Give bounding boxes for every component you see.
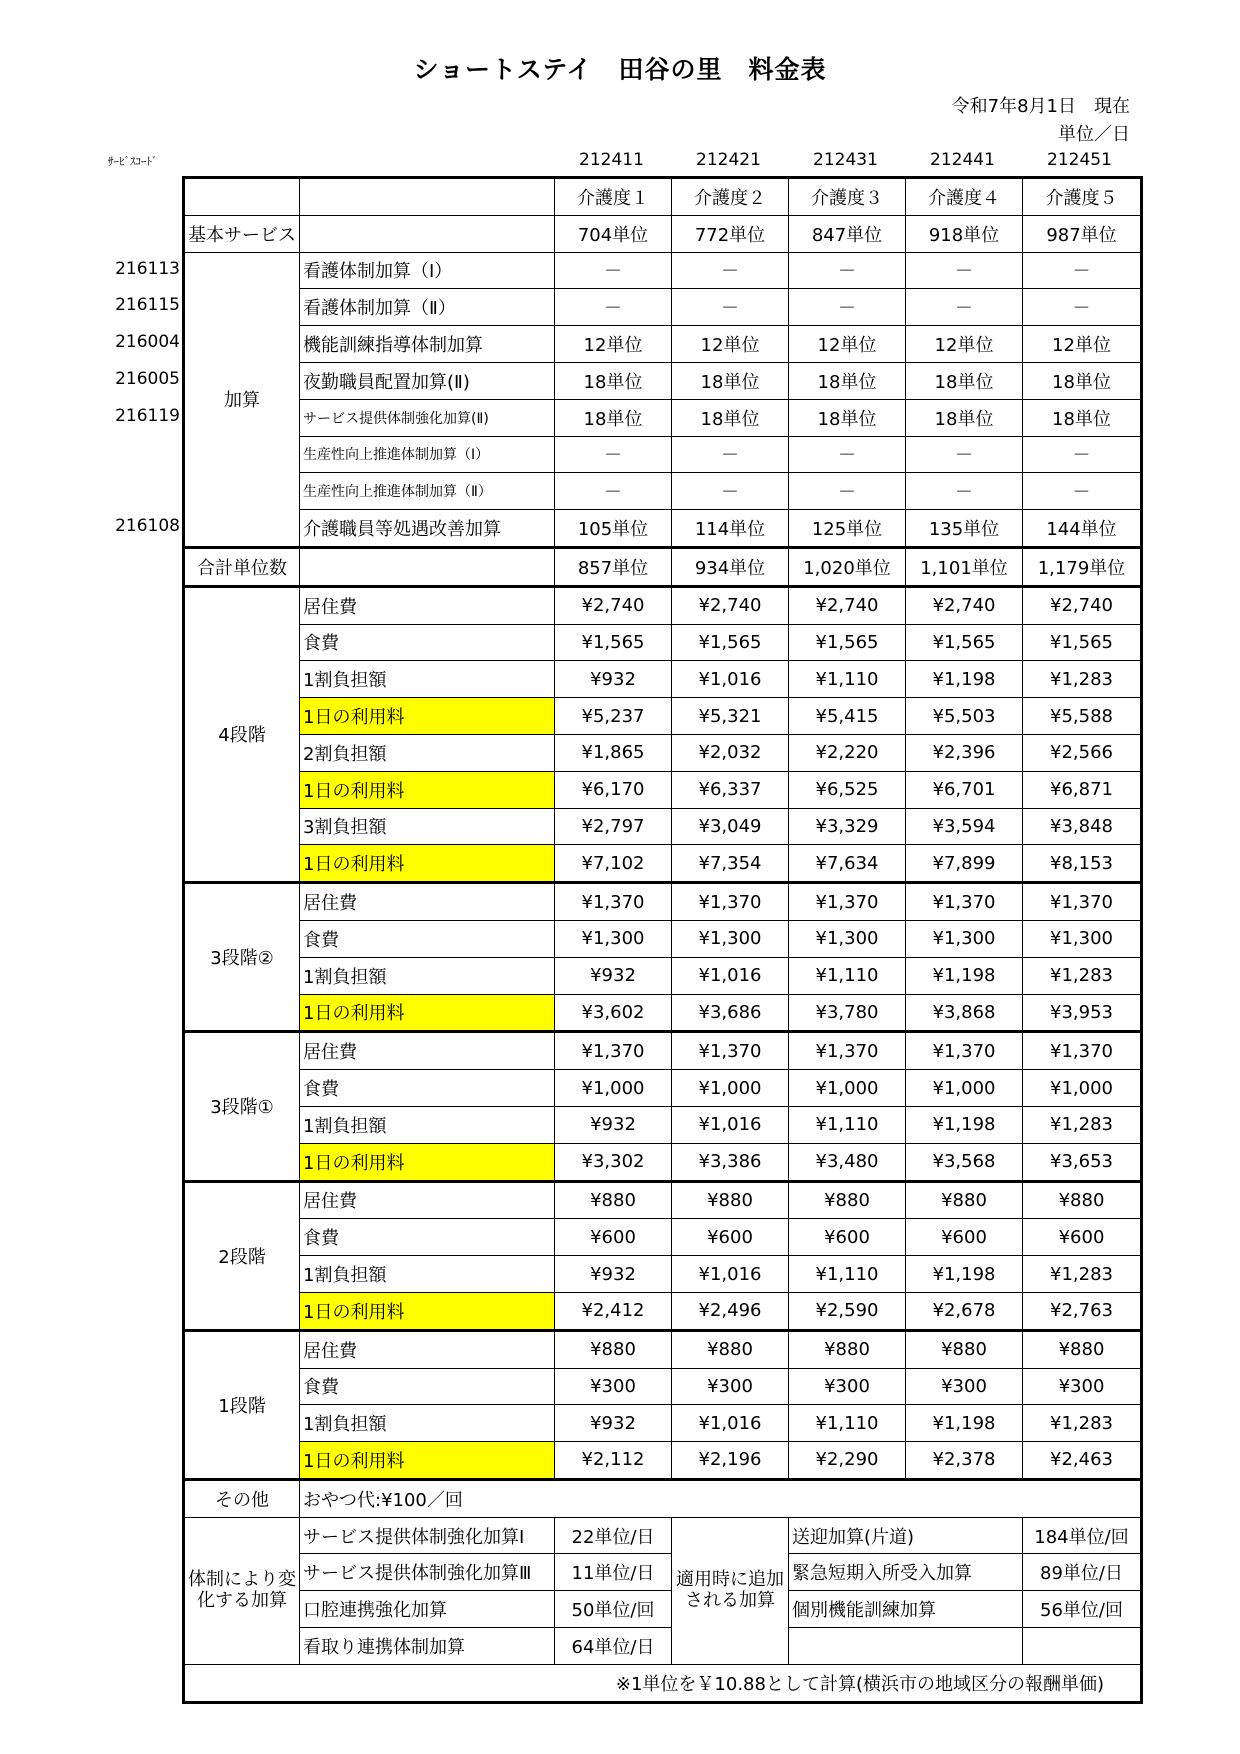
fee-item-label: 食費	[300, 1368, 555, 1405]
value-cell: ¥2,463	[1023, 1442, 1142, 1480]
addition-label: 看護体制加算（Ⅰ）	[300, 252, 555, 289]
value-cell: ¥1,000	[672, 1070, 789, 1107]
table-row	[184, 547, 1142, 586]
value-cell: 772単位	[672, 215, 789, 252]
value-cell: ¥2,797	[555, 808, 672, 845]
daily-fee-label: 1日の利用料	[300, 994, 555, 1032]
applied-item-label: 送迎加算(片道)	[789, 1517, 1023, 1554]
value-cell: －	[789, 436, 906, 473]
fee-item-label: 3割負担額	[300, 808, 555, 845]
value-cell: ¥3,602	[555, 994, 672, 1032]
header-blank	[184, 178, 300, 216]
value-cell: 1,179単位	[1023, 547, 1142, 586]
value-cell: ¥1,016	[672, 1256, 789, 1293]
stage-label: 1段階	[184, 1330, 300, 1479]
value-cell: ¥6,701	[906, 771, 1023, 808]
table-row	[184, 1628, 1142, 1665]
table-row	[184, 1256, 1142, 1293]
basic-service-label: 基本サービス	[184, 215, 300, 252]
value-cell: －	[672, 289, 789, 326]
fee-item-label: 1割負担額	[300, 957, 555, 994]
table-row	[184, 1405, 1142, 1442]
value-cell: ¥3,868	[906, 994, 1023, 1032]
value-cell: －	[555, 473, 672, 510]
value-cell: ¥300	[1023, 1368, 1142, 1405]
value-cell: ¥600	[1023, 1219, 1142, 1256]
table-row	[184, 1664, 1142, 1702]
table-row	[184, 1368, 1142, 1405]
value-cell: ¥1,370	[906, 1032, 1023, 1070]
stage-label: 2段階	[184, 1181, 300, 1330]
addition-label: 看護体制加算（Ⅱ）	[300, 289, 555, 326]
value-cell: ¥5,503	[906, 698, 1023, 735]
system-item-label: サービス提供体制強化加算Ⅲ	[300, 1554, 555, 1591]
fee-item-label: 居住費	[300, 1330, 555, 1368]
value-cell: ¥1,110	[789, 661, 906, 698]
value-cell: 135単位	[906, 510, 1023, 548]
value-cell: ¥5,588	[1023, 698, 1142, 735]
blank-cell	[300, 547, 555, 586]
addition-label: 生産性向上推進体制加算（Ⅰ）	[300, 436, 555, 473]
value-cell: ¥1,565	[906, 624, 1023, 661]
other-text: おやつ代:¥100／回	[300, 1479, 1142, 1517]
addition-label: 生産性向上推進体制加算（Ⅱ）	[300, 473, 555, 510]
table-row	[184, 1330, 1142, 1368]
value-cell: ¥880	[672, 1330, 789, 1368]
table-row	[184, 436, 1142, 473]
value-cell: ¥600	[555, 1219, 672, 1256]
value-cell: ¥1,300	[906, 920, 1023, 957]
table-row	[184, 1442, 1142, 1480]
table-row	[184, 624, 1142, 661]
applied-item-value: 56単位/回	[1023, 1591, 1142, 1628]
value-cell: ¥932	[555, 661, 672, 698]
service-code: 216108	[115, 516, 180, 536]
addition-label: 介護職員等処遇改善加算	[300, 510, 555, 548]
fee-item-label: 食費	[300, 920, 555, 957]
value-cell: ¥2,112	[555, 1442, 672, 1480]
total-label: 合計単位数	[184, 547, 300, 586]
value-cell: －	[906, 252, 1023, 289]
value-cell: ¥2,412	[555, 1292, 672, 1330]
value-cell: －	[555, 252, 672, 289]
value-cell: ¥3,480	[789, 1143, 906, 1181]
fee-item-label: 居住費	[300, 1032, 555, 1070]
value-cell: ¥1,370	[789, 1032, 906, 1070]
blank-cell	[300, 215, 555, 252]
value-cell: ¥2,678	[906, 1292, 1023, 1330]
value-cell: ¥1,370	[1023, 1032, 1142, 1070]
value-cell: 18単位	[672, 399, 789, 436]
value-cell: 12単位	[672, 326, 789, 363]
addition-label: 機能訓練指導体制加算	[300, 326, 555, 363]
table-row	[184, 1292, 1142, 1330]
daily-fee-label: 1日の利用料	[300, 1143, 555, 1181]
value-cell: ¥1,865	[555, 734, 672, 771]
value-cell: ¥2,740	[672, 586, 789, 624]
value-cell: ¥1,110	[789, 957, 906, 994]
table-row	[184, 362, 1142, 399]
value-cell: ¥880	[906, 1330, 1023, 1368]
value-cell: ¥3,594	[906, 808, 1023, 845]
value-cell: ¥880	[789, 1181, 906, 1219]
value-cell: －	[672, 473, 789, 510]
value-cell: 1,020単位	[789, 547, 906, 586]
value-cell: ¥1,283	[1023, 957, 1142, 994]
value-cell: －	[672, 436, 789, 473]
value-cell: 18単位	[906, 362, 1023, 399]
value-cell: ¥6,170	[555, 771, 672, 808]
value-cell: ¥600	[906, 1219, 1023, 1256]
value-cell: ¥1,198	[906, 1106, 1023, 1143]
value-cell: 987単位	[1023, 215, 1142, 252]
table-row	[184, 808, 1142, 845]
value-cell: ¥2,740	[1023, 586, 1142, 624]
value-cell: ¥3,848	[1023, 808, 1142, 845]
applied-item-label: 緊急短期入所受入加算	[789, 1554, 1023, 1591]
service-code: 216005	[115, 368, 180, 389]
stage-label: 3段階②	[184, 883, 300, 1032]
table-row	[184, 1143, 1142, 1181]
value-cell: 18単位	[1023, 399, 1142, 436]
value-cell: ¥2,196	[672, 1442, 789, 1480]
table-row	[184, 920, 1142, 957]
column-code: 212411	[579, 150, 644, 170]
service-code: 216119	[115, 405, 180, 426]
value-cell: 704単位	[555, 215, 672, 252]
value-cell: 18単位	[1023, 362, 1142, 399]
applied-item-value: 89単位/日	[1023, 1554, 1142, 1591]
column-header: 介護度１	[555, 178, 672, 216]
value-cell: ¥1,370	[906, 883, 1023, 921]
value-cell: －	[906, 473, 1023, 510]
fee-item-label: 1割負担額	[300, 1106, 555, 1143]
value-cell: －	[555, 436, 672, 473]
fee-item-label: 居住費	[300, 883, 555, 921]
service-code: 216004	[115, 331, 180, 352]
table-row	[184, 698, 1142, 735]
table-row	[184, 289, 1142, 326]
unit-note: 単位／日	[1058, 124, 1130, 145]
value-cell: ¥5,237	[555, 698, 672, 735]
addition-label: サービス提供体制強化加算(Ⅱ)	[300, 399, 555, 436]
value-cell: 12単位	[555, 326, 672, 363]
value-cell: ¥880	[555, 1181, 672, 1219]
value-cell: ¥1,198	[906, 661, 1023, 698]
value-cell: 18単位	[555, 362, 672, 399]
value-cell: ¥880	[555, 1330, 672, 1368]
value-cell: ¥1,283	[1023, 661, 1142, 698]
value-cell: 18単位	[789, 362, 906, 399]
value-cell: ¥2,590	[789, 1292, 906, 1330]
fee-item-label: 居住費	[300, 1181, 555, 1219]
value-cell: ¥1,300	[1023, 920, 1142, 957]
table-row	[184, 326, 1142, 363]
value-cell: ¥600	[789, 1219, 906, 1256]
value-cell: ¥1,000	[555, 1070, 672, 1107]
applied-group-label: 適用時に追加される加算	[672, 1517, 789, 1664]
fee-item-label: 居住費	[300, 586, 555, 624]
value-cell: ¥1,000	[906, 1070, 1023, 1107]
table-row	[184, 771, 1142, 808]
value-cell: ¥3,329	[789, 808, 906, 845]
value-cell: 105単位	[555, 510, 672, 548]
column-header: 介護度３	[789, 178, 906, 216]
system-item-value: 11単位/日	[555, 1554, 672, 1591]
value-cell: ¥1,016	[672, 957, 789, 994]
value-cell: ¥880	[1023, 1181, 1142, 1219]
footnote: ※1単位を￥10.88として計算(横浜市の地域区分の報酬単価)	[184, 1664, 1142, 1702]
value-cell: ¥2,740	[789, 586, 906, 624]
stage-label: 3段階①	[184, 1032, 300, 1181]
table-row	[184, 994, 1142, 1032]
table-row	[184, 473, 1142, 510]
other-label: その他	[184, 1479, 300, 1517]
value-cell: ¥3,780	[789, 994, 906, 1032]
value-cell: ¥600	[672, 1219, 789, 1256]
value-cell: ¥3,686	[672, 994, 789, 1032]
system-item-value: 50単位/回	[555, 1591, 672, 1628]
value-cell: ¥1,016	[672, 661, 789, 698]
value-cell: ¥1,370	[555, 1032, 672, 1070]
value-cell: ¥1,000	[1023, 1070, 1142, 1107]
table-row	[184, 399, 1142, 436]
value-cell: ¥880	[789, 1330, 906, 1368]
fee-table	[182, 176, 1143, 1704]
table-row	[184, 178, 1142, 216]
value-cell: ¥7,634	[789, 845, 906, 883]
column-code: 212421	[696, 150, 761, 170]
table-row	[184, 1106, 1142, 1143]
value-cell: ¥932	[555, 1106, 672, 1143]
value-cell: ¥1,370	[789, 883, 906, 921]
value-cell: 857単位	[555, 547, 672, 586]
value-cell: ¥880	[672, 1181, 789, 1219]
value-cell: ¥1,110	[789, 1405, 906, 1442]
column-code: 212431	[813, 150, 878, 170]
table-row	[184, 661, 1142, 698]
value-cell: ¥1,565	[672, 624, 789, 661]
table-row	[184, 957, 1142, 994]
service-code: 216115	[115, 294, 180, 315]
daily-fee-label: 1日の利用料	[300, 1442, 555, 1480]
table-row	[184, 1479, 1142, 1517]
system-item-label: 口腔連携強化加算	[300, 1591, 555, 1628]
value-cell: ¥2,566	[1023, 734, 1142, 771]
system-item-label: 看取り連携体制加算	[300, 1628, 555, 1665]
value-cell: ¥3,568	[906, 1143, 1023, 1181]
column-header: 介護度５	[1023, 178, 1142, 216]
value-cell: ¥3,302	[555, 1143, 672, 1181]
service-code-label: ｻｰﾋﾞｽｺｰﾄﾞ	[108, 155, 158, 168]
value-cell: －	[789, 473, 906, 510]
value-cell: 18単位	[672, 362, 789, 399]
applied-item-label	[789, 1628, 1023, 1665]
daily-fee-label: 1日の利用料	[300, 698, 555, 735]
value-cell: －	[672, 252, 789, 289]
table-row	[184, 883, 1142, 921]
system-item-value: 64単位/日	[555, 1628, 672, 1665]
table-row	[184, 1517, 1142, 1554]
table-row	[184, 1032, 1142, 1070]
value-cell: ¥1,300	[555, 920, 672, 957]
value-cell: ¥2,740	[906, 586, 1023, 624]
value-cell: 18単位	[789, 399, 906, 436]
value-cell: ¥300	[672, 1368, 789, 1405]
value-cell: ¥1,283	[1023, 1405, 1142, 1442]
daily-fee-label: 1日の利用料	[300, 1292, 555, 1330]
value-cell: ¥2,396	[906, 734, 1023, 771]
value-cell: ¥1,370	[1023, 883, 1142, 921]
table-row	[184, 1219, 1142, 1256]
stage-label: 4段階	[184, 586, 300, 882]
table-row	[184, 215, 1142, 252]
value-cell: 12単位	[789, 326, 906, 363]
value-cell: －	[1023, 473, 1142, 510]
value-cell: ¥2,032	[672, 734, 789, 771]
value-cell: ¥1,016	[672, 1405, 789, 1442]
value-cell: ¥2,290	[789, 1442, 906, 1480]
value-cell: ¥7,899	[906, 845, 1023, 883]
value-cell: 144単位	[1023, 510, 1142, 548]
fee-item-label: 食費	[300, 624, 555, 661]
value-cell: ¥2,763	[1023, 1292, 1142, 1330]
value-cell: 18単位	[906, 399, 1023, 436]
fee-item-label: 食費	[300, 1070, 555, 1107]
value-cell: 847単位	[789, 215, 906, 252]
table-row	[184, 1591, 1142, 1628]
value-cell: ¥932	[555, 957, 672, 994]
fee-item-label: 1割負担額	[300, 661, 555, 698]
system-item-value: 22単位/日	[555, 1517, 672, 1554]
value-cell: ¥1,198	[906, 1256, 1023, 1293]
value-cell: ¥1,283	[1023, 1106, 1142, 1143]
value-cell: 1,101単位	[906, 547, 1023, 586]
table-row	[184, 1181, 1142, 1219]
value-cell: －	[906, 436, 1023, 473]
value-cell: ¥3,653	[1023, 1143, 1142, 1181]
value-cell: ¥1,283	[1023, 1256, 1142, 1293]
value-cell: ¥300	[789, 1368, 906, 1405]
service-code: 216113	[115, 258, 180, 279]
value-cell: －	[906, 289, 1023, 326]
value-cell: 934単位	[672, 547, 789, 586]
value-cell: ¥1,110	[789, 1106, 906, 1143]
table-row	[184, 1554, 1142, 1591]
daily-fee-label: 1日の利用料	[300, 771, 555, 808]
value-cell: ¥3,953	[1023, 994, 1142, 1032]
value-cell: ¥300	[555, 1368, 672, 1405]
daily-fee-label: 1日の利用料	[300, 845, 555, 883]
value-cell: ¥7,102	[555, 845, 672, 883]
value-cell: ¥1,565	[789, 624, 906, 661]
header-blank	[300, 178, 555, 216]
column-code: 212441	[930, 150, 995, 170]
addition-group-label: 加算	[184, 252, 300, 547]
value-cell: ¥1,565	[1023, 624, 1142, 661]
effective-date: 令和7年8月1日 現在	[951, 96, 1130, 117]
value-cell: 12単位	[1023, 326, 1142, 363]
applied-item-value	[1023, 1628, 1142, 1665]
value-cell: 18単位	[555, 399, 672, 436]
fee-item-label: 1割負担額	[300, 1405, 555, 1442]
column-header: 介護度２	[672, 178, 789, 216]
column-code: 212451	[1047, 150, 1112, 170]
column-header: 介護度４	[906, 178, 1023, 216]
system-group-label: 体制により変化する加算	[184, 1517, 300, 1664]
value-cell: －	[555, 289, 672, 326]
value-cell: ¥3,049	[672, 808, 789, 845]
table-row	[184, 252, 1142, 289]
value-cell: 125単位	[789, 510, 906, 548]
value-cell: ¥1,198	[906, 1405, 1023, 1442]
addition-label: 夜勤職員配置加算(Ⅱ)	[300, 362, 555, 399]
value-cell: ¥5,415	[789, 698, 906, 735]
value-cell: －	[789, 252, 906, 289]
table-row	[184, 734, 1142, 771]
fee-item-label: 食費	[300, 1219, 555, 1256]
fee-item-label: 1割負担額	[300, 1256, 555, 1293]
value-cell: ¥2,496	[672, 1292, 789, 1330]
value-cell: ¥1,370	[555, 883, 672, 921]
value-cell: ¥5,321	[672, 698, 789, 735]
value-cell: 114単位	[672, 510, 789, 548]
table-row	[184, 845, 1142, 883]
table-row	[184, 1070, 1142, 1107]
value-cell: ¥880	[906, 1181, 1023, 1219]
value-cell: ¥7,354	[672, 845, 789, 883]
value-cell: －	[789, 289, 906, 326]
page-title: ショートステイ 田谷の里 料金表	[413, 55, 827, 84]
value-cell: ¥2,378	[906, 1442, 1023, 1480]
value-cell: ¥1,198	[906, 957, 1023, 994]
value-cell: 918単位	[906, 215, 1023, 252]
value-cell: ¥880	[1023, 1330, 1142, 1368]
table-row	[184, 510, 1142, 548]
value-cell: ¥1,370	[672, 883, 789, 921]
value-cell: ¥3,386	[672, 1143, 789, 1181]
value-cell: ¥8,153	[1023, 845, 1142, 883]
value-cell: ¥6,525	[789, 771, 906, 808]
value-cell: ¥1,000	[789, 1070, 906, 1107]
fee-item-label: 2割負担額	[300, 734, 555, 771]
value-cell: ¥2,220	[789, 734, 906, 771]
value-cell: ¥300	[906, 1368, 1023, 1405]
value-cell: ¥932	[555, 1405, 672, 1442]
value-cell: ¥6,871	[1023, 771, 1142, 808]
value-cell: ¥1,110	[789, 1256, 906, 1293]
value-cell: －	[1023, 436, 1142, 473]
value-cell: 12単位	[906, 326, 1023, 363]
value-cell: ¥6,337	[672, 771, 789, 808]
value-cell: ¥2,740	[555, 586, 672, 624]
value-cell: ¥1,016	[672, 1106, 789, 1143]
value-cell: ¥932	[555, 1256, 672, 1293]
value-cell: ¥1,370	[672, 1032, 789, 1070]
value-cell: ¥1,300	[672, 920, 789, 957]
value-cell: ¥1,565	[555, 624, 672, 661]
value-cell: －	[1023, 289, 1142, 326]
value-cell: －	[1023, 252, 1142, 289]
applied-item-value: 184単位/回	[1023, 1517, 1142, 1554]
applied-item-label: 個別機能訓練加算	[789, 1591, 1023, 1628]
value-cell: ¥1,300	[789, 920, 906, 957]
system-item-label: サービス提供体制強化加算Ⅰ	[300, 1517, 555, 1554]
table-row	[184, 586, 1142, 624]
